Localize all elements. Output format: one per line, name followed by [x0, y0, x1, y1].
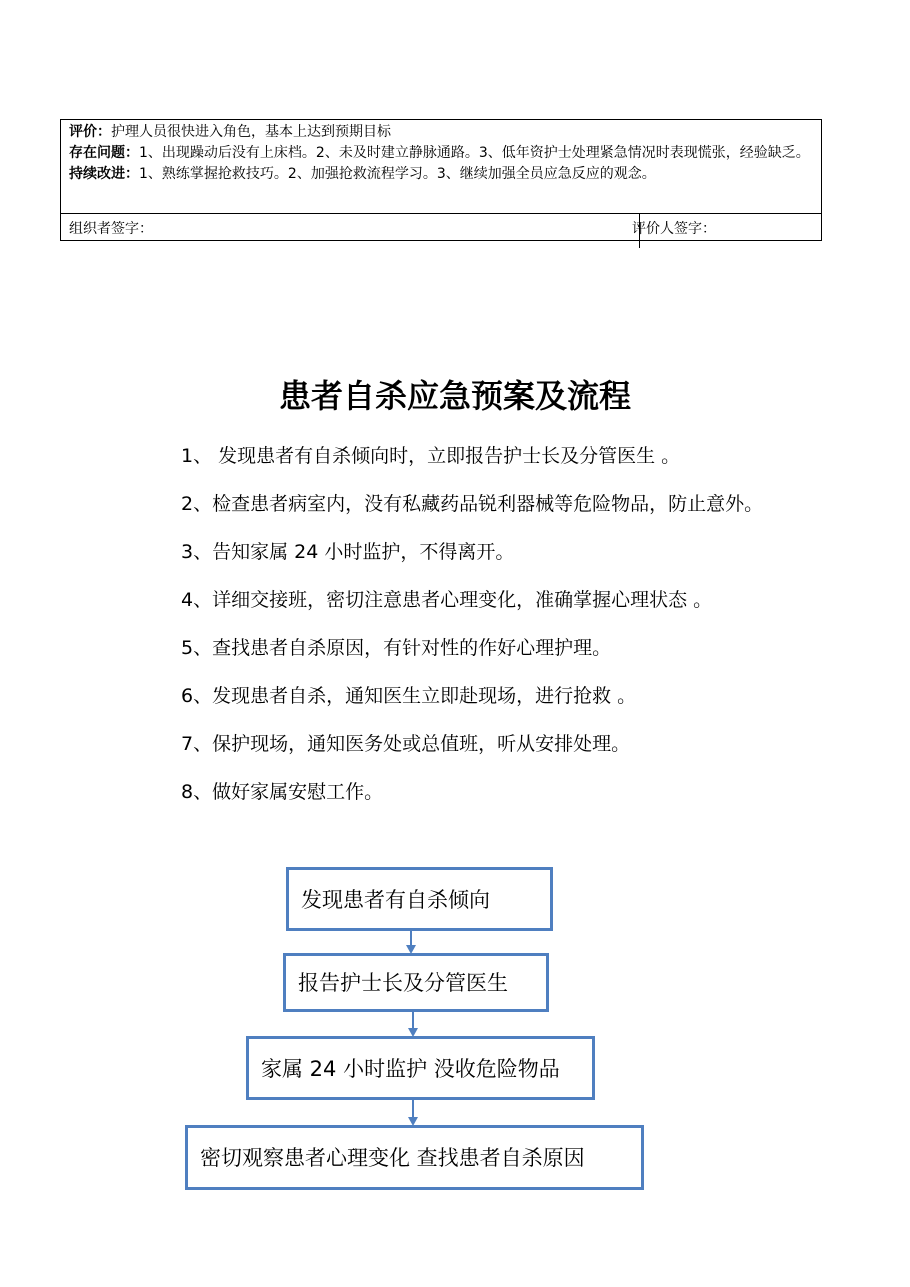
flow-step-label: 密切观察患者心理变化 查找患者自杀原因 [200, 1146, 585, 1170]
step-item: 5、查找患者自杀原因，有针对性的作好心理护理。 [181, 637, 612, 659]
evaluation-row [69, 122, 813, 143]
step-item: 1、 发现患者有自杀倾向时，立即报告护士长及分管医生 。 [181, 445, 681, 467]
step-item: 8、做好家属安慰工作。 [181, 781, 384, 803]
flow-step-label: 发现患者有自杀倾向 [301, 888, 490, 912]
step-item: 4、详细交接班，密切注意患者心理变化，准确掌握心理状态 。 [181, 589, 713, 611]
flow-step-observe [185, 1125, 644, 1190]
improvement-text: 1、熟练掌握抢救技巧。2、加强抢救流程学习。3、继续加强全员应急反应的观念。 [139, 166, 656, 182]
evaluator-signature-label: 评价人签字： [632, 221, 716, 237]
step-item: 2、检查患者病室内，没有私藏药品锐利器械等危险物品，防止意外。 [181, 493, 764, 515]
problems-row [69, 143, 813, 164]
flow-arrow-line [412, 1012, 414, 1028]
evaluation-table [60, 119, 822, 241]
flow-step-report [283, 953, 549, 1012]
flow-step-label: 家属 24 小时监护 没收危险物品 [261, 1057, 560, 1081]
flow-step-label: 报告护士长及分管医生 [298, 971, 508, 995]
step-item: 6、发现患者自杀，通知医生立即赴现场，进行抢救 。 [181, 685, 637, 707]
evaluation-text: 护理人员很快进入角色，基本上达到预期目标 [111, 124, 391, 140]
organizer-signature-label: 组织者签字： [69, 221, 153, 237]
problems-label: 存在问题： [69, 145, 139, 161]
flow-arrow-line [412, 1100, 414, 1117]
signature-row [61, 213, 821, 242]
step-item: 3、告知家属 24 小时监护，不得离开。 [181, 541, 515, 563]
evaluation-label: 评价： [69, 124, 111, 140]
evaluation-content [61, 120, 821, 215]
step-item: 7、保护现场，通知医务处或总值班，听从安排处理。 [181, 733, 631, 755]
improvement-row [69, 164, 813, 185]
page-title: 患者自杀应急预案及流程 [278, 377, 631, 415]
flow-step-detect [286, 867, 553, 931]
steps-list [138, 432, 788, 816]
flow-step-monitor [246, 1036, 595, 1100]
improvement-label: 持续改进： [69, 166, 139, 182]
flow-arrow-line [410, 931, 412, 945]
problems-text: 1、出现躁动后没有上床档。2、未及时建立静脉通路。3、低年资护士处理紧急情况时表现慌张，经验缺乏。 [139, 145, 810, 161]
